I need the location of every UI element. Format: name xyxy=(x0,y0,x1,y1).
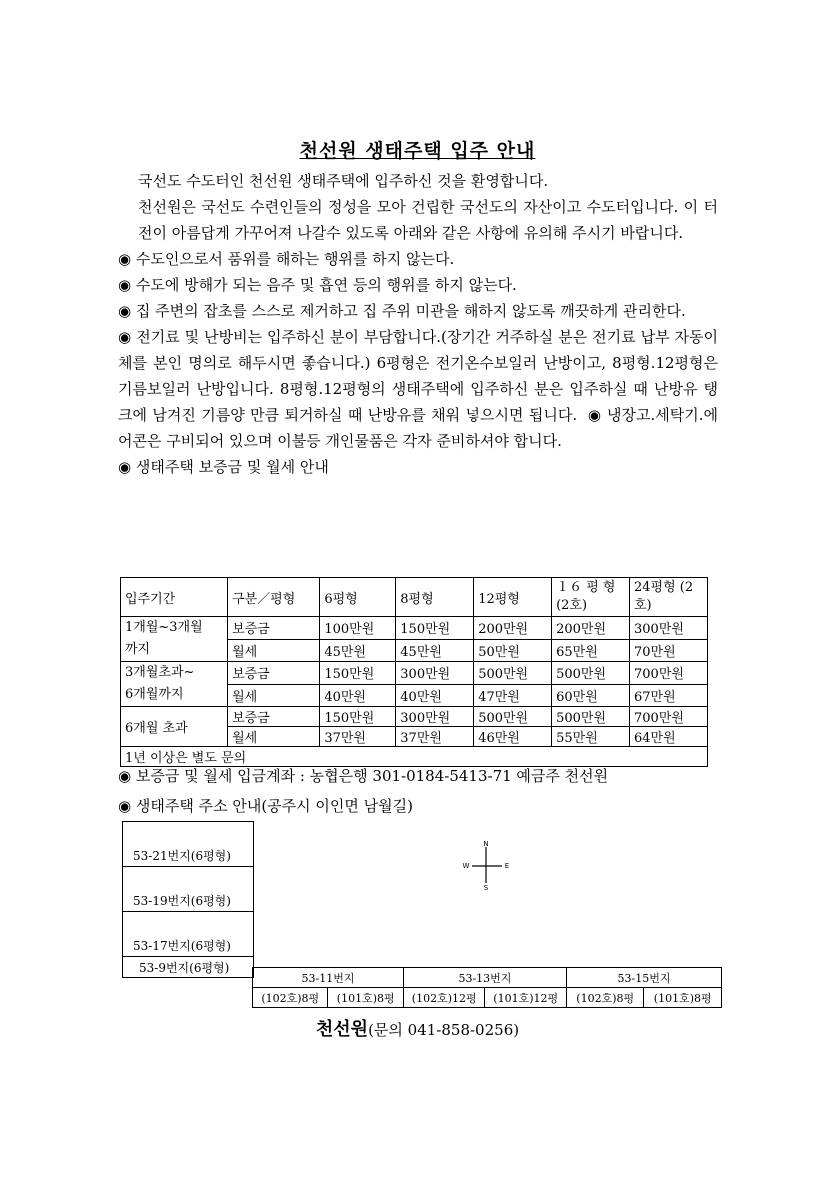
value-cell: 500만원 xyxy=(552,662,630,685)
rule-1: ◉ 수도인으로서 품위를 해하는 행위를 하지 않는다. xyxy=(118,250,455,268)
table-row xyxy=(121,707,708,727)
lot-item: 53-17번지(6평형) xyxy=(123,912,253,957)
bullet-icon: ◉ xyxy=(118,767,132,785)
lot-item: 53-21번지(6평형) xyxy=(123,822,253,867)
plan-blocks-row xyxy=(253,968,722,988)
plan-unit: (101호)12평 xyxy=(485,988,567,1008)
value-cell: 45만원 xyxy=(320,639,396,662)
value-cell: 700만원 xyxy=(630,662,708,685)
value-cell: 40만원 xyxy=(320,684,396,707)
value-cell: 500만원 xyxy=(552,707,630,727)
rule-4: ◉ 전기료 및 난방비는 입주하신 분이 부담합니다.(장기간 거주하실 분은 전기료 납부 자동이체를 본인 명의로 해두시면 좋습니다.) 6평형은 전기온수보일러 난방이고, 8평형.12평형은 기름보일러 난방입니다. 8평형.12평형의 생태주택에 입주하신 분은 입주하실 때 난방유 탱크에 남겨진 기름양 만큼 퇴거하실 때 난방유를 채워 넣으시면 됩니다. ◉ 냉장고.세탁기.에어콘은 구비되어 있으며 이불등 개인물품은 각자 준비하셔야 합니다. xyxy=(118,328,719,450)
contact-name: 천선원 xyxy=(315,1019,369,1040)
intro-paragraph-1: 국선도 수도터인 천선원 생태주택에 입주하신 것을 환영합니다. xyxy=(138,172,549,190)
period-cell: 1개월~3개월 까지 xyxy=(121,617,228,662)
compass-west: W xyxy=(462,862,470,870)
plan-units-row xyxy=(253,988,722,1008)
value-cell: 37만원 xyxy=(320,727,396,747)
bullet-icon: ◉ xyxy=(118,302,132,320)
value-cell: 46만원 xyxy=(474,727,552,747)
value-cell: 37만원 xyxy=(396,727,474,747)
value-cell: 50만원 xyxy=(474,639,552,662)
period-cell: 3개월초과~ 6개월까지 xyxy=(121,662,228,707)
address-line: ◉ 생태주택 주소 안내(공주시 이인면 남월길) xyxy=(118,797,413,815)
value-cell: 200만원 xyxy=(474,617,552,640)
lot-list xyxy=(122,821,254,978)
period-cell: 6개월 초과 xyxy=(121,707,228,747)
bullet-icon: ◉ xyxy=(587,406,602,424)
lot-item: 53-9번지(6평형) xyxy=(123,957,253,978)
header-period: 입주기간 xyxy=(121,578,228,617)
table-row xyxy=(121,617,708,640)
plan-unit: (102호)8평 xyxy=(566,988,643,1008)
rule-5: 냉장고.세탁기.에어콘은 구비되어 있으며 이불등 개인물품은 각자 준비하셔야 합니다. xyxy=(118,406,719,450)
notice-body xyxy=(118,168,718,480)
value-cell: 150만원 xyxy=(396,617,474,640)
rule-3: ◉ 집 주변의 잡초를 스스로 제거하고 집 주위 미관을 해하지 않도록 깨끗하게 관리한다. xyxy=(118,302,686,320)
plan-unit: (102호)12평 xyxy=(403,988,485,1008)
rule-2: ◉ 수도에 방해가 되는 음주 및 흡연 등의 행위를 하지 않는다. xyxy=(118,276,517,294)
compass-icon xyxy=(460,838,512,890)
header-12: 12평형 xyxy=(474,578,552,617)
header-24: 24평형 (2 호) xyxy=(630,578,708,617)
kind-cell: 월세 xyxy=(228,684,320,707)
building-plan xyxy=(252,967,722,1008)
account-line: ◉ 보증금 및 월세 입금계좌 : 농협은행 301-0184-5413-71 예금주 천선원 xyxy=(118,767,609,785)
value-cell: 100만원 xyxy=(320,617,396,640)
header-8: 8평형 xyxy=(396,578,474,617)
kind-cell: 보증금 xyxy=(228,662,320,685)
compass-north: N xyxy=(483,840,489,848)
bullet-icon: ◉ xyxy=(118,797,132,815)
kind-cell: 보증금 xyxy=(228,617,320,640)
header-6: 6평형 xyxy=(320,578,396,617)
plan-block: 53-15번지 xyxy=(566,968,721,988)
value-cell: 300만원 xyxy=(396,707,474,727)
page-title: 천선원 생태주택 입주 안내 xyxy=(299,140,536,162)
plan-block: 53-13번지 xyxy=(403,968,566,988)
value-cell: 200만원 xyxy=(552,617,630,640)
value-cell: 55만원 xyxy=(552,727,630,747)
bullet-icon: ◉ xyxy=(118,328,132,346)
value-cell: 47만원 xyxy=(474,684,552,707)
header-16: １６ 평 형 (2호) xyxy=(552,578,630,617)
value-cell: 700만원 xyxy=(630,707,708,727)
value-cell: 65만원 xyxy=(552,639,630,662)
lot-item: 53-19번지(6평형) xyxy=(123,867,253,912)
value-cell: 300만원 xyxy=(630,617,708,640)
value-cell: 45만원 xyxy=(396,639,474,662)
value-cell: 67만원 xyxy=(630,684,708,707)
value-cell: 500만원 xyxy=(474,662,552,685)
value-cell: 40만원 xyxy=(396,684,474,707)
value-cell: 70만원 xyxy=(630,639,708,662)
rule-6: ◉ 생태주택 보증금 및 월세 안내 xyxy=(118,458,329,476)
header-type: 구분／평형 xyxy=(228,578,320,617)
value-cell: 64만원 xyxy=(630,727,708,747)
value-cell: 150만원 xyxy=(320,707,396,727)
kind-cell: 월세 xyxy=(228,639,320,662)
bullet-icon: ◉ xyxy=(118,276,132,294)
bullet-icon: ◉ xyxy=(118,458,132,476)
plan-unit: (101호)8평 xyxy=(644,988,722,1008)
value-cell: 300만원 xyxy=(396,662,474,685)
value-cell: 150만원 xyxy=(320,662,396,685)
plan-unit: (102호)8평 xyxy=(253,988,328,1008)
plan-unit: (101호)8평 xyxy=(328,988,403,1008)
value-cell: 60만원 xyxy=(552,684,630,707)
intro-paragraph-2: 천선원은 국선도 수련인들의 정성을 모아 건립한 국선도의 자산이고 수도터입니다. 이 터전이 아름답게 가꾸어져 나갈수 있도록 아래와 같은 사항에 유의해 주시기 바랍니다. xyxy=(138,198,718,242)
fee-header-row xyxy=(121,578,708,617)
contact-line xyxy=(0,1015,835,1041)
kind-cell: 보증금 xyxy=(228,707,320,727)
compass-south: S xyxy=(483,884,489,890)
contact-phone: (문의 041-858-0256) xyxy=(368,1021,520,1039)
kind-cell: 월세 xyxy=(228,727,320,747)
fee-table xyxy=(120,577,708,767)
plan-block: 53-11번지 xyxy=(253,968,404,988)
value-cell: 500만원 xyxy=(474,707,552,727)
bullet-icon: ◉ xyxy=(118,250,132,268)
compass-east: E xyxy=(504,862,510,870)
table-footer-note: 1년 이상은 별도 문의 xyxy=(121,747,708,767)
table-row xyxy=(121,662,708,685)
info-lines xyxy=(118,761,718,821)
